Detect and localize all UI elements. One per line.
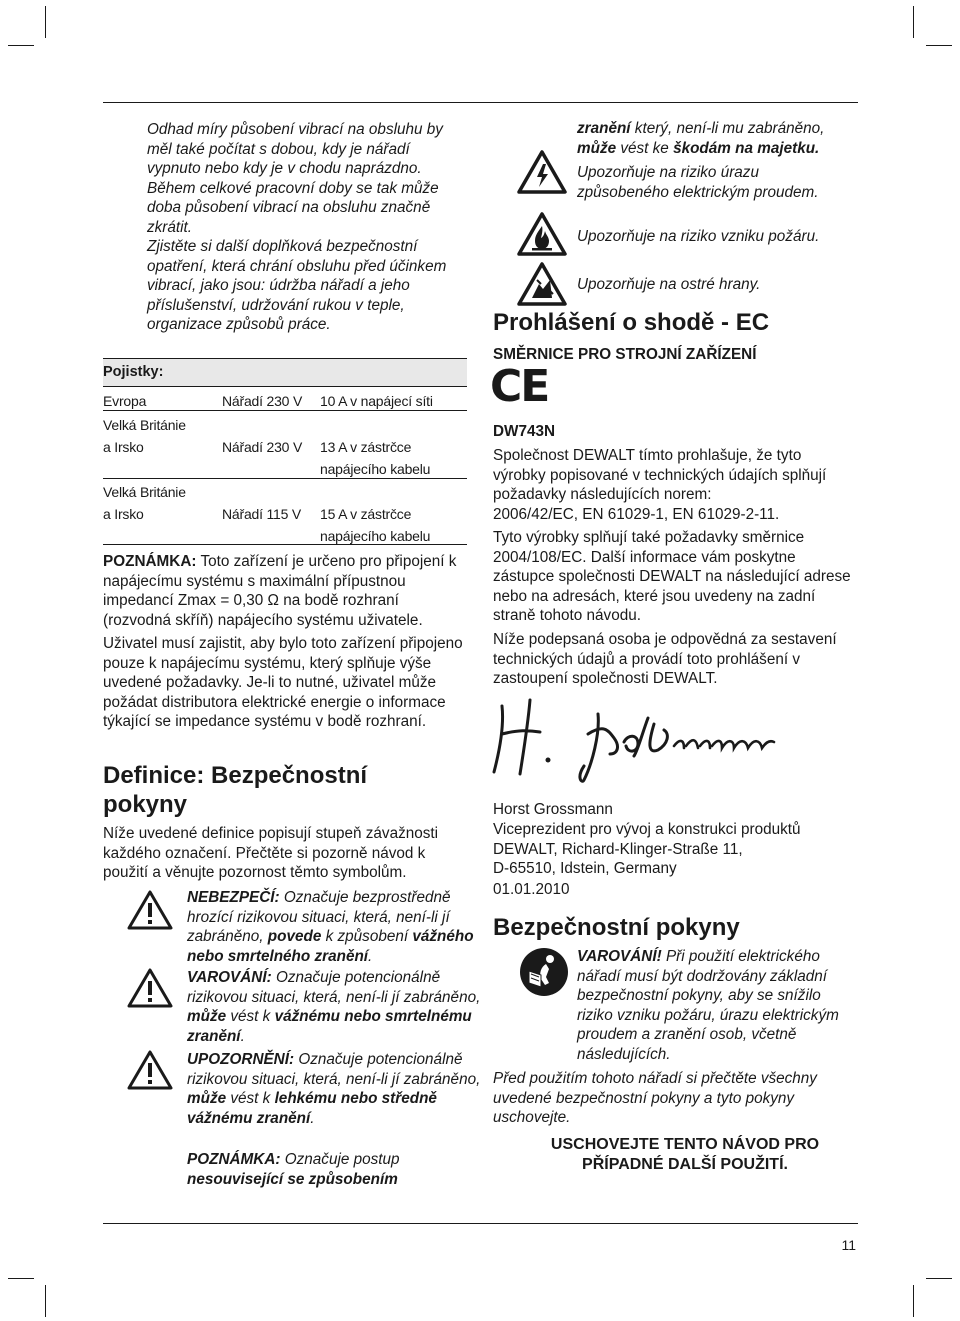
caution-bold: může: [187, 1090, 227, 1108]
warning-definition: [103, 968, 483, 1046]
warning-text: Označuje potencionálně rizikovou situaci, která, není-li jí zabráněno,: [187, 969, 481, 1006]
caution-text: Označuje potencionálně rizikovou situaci, která, není-li jí zabráněno,: [187, 1051, 481, 1088]
fuse-region: Velká Británie: [103, 417, 186, 433]
keep-instructions-line: PŘÍPADNÉ DALŠÍ POUŽITÍ.: [582, 1156, 788, 1173]
warning-label: VAROVÁNÍ:: [187, 969, 272, 986]
crop-mark: [926, 1278, 952, 1279]
emc-paragraph: Tyto výrobky splňují také požadavky směrnice 2004/108/EC. Další informace vám poskytne zástupce společnosti DEWALT na následující adrese nebo na adresách, které jsou uvedeny na zadní straně tohoto návodu.: [493, 529, 851, 625]
vibration-paragraph-1: Odhad míry působení vibrací na obsluhu by měl také počítat s dobou, kdy je nářadí vypnuto nebo kdy je v chodu naprázdno. Během celkové pracovní doby se tak může doba působení vibrací na obsluhu značně zkrátit.: [147, 121, 443, 236]
fuse-region: a Irsko: [103, 439, 144, 455]
sharp-edges-icon: [517, 262, 567, 306]
fire-hazard-text: Upozorňuje na riziko vzniku požáru.: [577, 228, 820, 245]
fuse-rating: 13 A v zástrčce: [320, 439, 412, 455]
electric-shock-icon: [517, 150, 567, 194]
fuse-rating: 10 A v napájecí síti: [320, 393, 433, 409]
declaration-date: 01.01.2010: [493, 881, 570, 898]
property-damage-continuation: [577, 119, 867, 158]
vibration-paragraph-2: Zjistěte si další doplňková bezpečnostní opatření, která chrání obsluhu před účinkem vibrací, jako jsou: údržba nářadí a jeho příslušenství, udržování rukou v teple, organizace způsobů práce.: [147, 238, 447, 334]
caution-bold: lehkému nebo středně vážnému zranění: [187, 1090, 437, 1127]
continuation-text: vést ke: [616, 139, 674, 157]
ec-declaration-heading: Prohlášení o shodě - EC: [493, 309, 770, 336]
fuse-region: Velká Británie: [103, 484, 186, 500]
warning-paragraph: [577, 947, 852, 1065]
table-rule: [103, 410, 467, 411]
fuse-tool: Nářadí 230 V: [222, 439, 303, 455]
read-manual-icon: [519, 947, 569, 997]
fuse-tool: Nářadí 115 V: [222, 506, 302, 522]
continuation-bold: škodám na majetku.: [673, 139, 820, 157]
keep-instructions-line: USCHOVEJTE TENTO NÁVOD PRO: [550, 1136, 820, 1153]
danger-label: NEBEZPEČÍ:: [187, 889, 280, 906]
fire-hazard-icon: [517, 212, 567, 256]
read-instructions-paragraph: Před použitím tohoto nářadí si přečtěte všechny uvedené bezpečnostní pokyny a tyto pokyny uschovejte.: [493, 1070, 817, 1127]
caution-label: UPOZORNĚNÍ:: [187, 1051, 295, 1068]
crop-mark: [45, 6, 46, 38]
caution-definition: [103, 1050, 483, 1128]
continuation-bold: zranění: [577, 120, 631, 137]
safety-heading: Bezpečnostní pokyny: [493, 914, 740, 941]
notice-label: POZNÁMKA:: [187, 1151, 281, 1168]
sharp-edges-text: Upozorňuje na ostré hrany.: [577, 276, 761, 293]
fuse-rating: napájecího kabelu: [320, 461, 431, 477]
fuse-region: Evropa: [103, 393, 147, 409]
signature: [488, 694, 788, 784]
fuse-rating: napájecího kabelu: [320, 528, 431, 544]
keep-instructions-notice: [493, 1135, 877, 1175]
warning-bold: může: [187, 1008, 227, 1026]
warning-bold: vážnému nebo smrtelnému zranění: [187, 1008, 472, 1045]
declaration-paragraph: Společnost DEWALT tímto prohlašuje, že tyto výrobky popisované v technických údajích splňují požadavky následujících norem:: [493, 447, 827, 504]
definitions-heading-line: pokyny: [103, 791, 188, 818]
definitions-intro: Níže uvedené definice popisují stupeň závažnosti každého označení. Přečtěte si pozorně návod k použití a věnujte pozornost těmto symbolům.: [103, 825, 439, 882]
caution-text: .: [310, 1109, 315, 1127]
danger-bold: vážného nebo smrtelného zranění: [187, 928, 474, 965]
model-number: DW743N: [493, 423, 556, 440]
fuse-tool: Nářadí 230 V: [222, 393, 303, 409]
note-text: Toto zařízení je určeno pro připojení k napájecímu systému s maximální přípustnou impedancí Zmax = 0,30 Ω na bodě rozhraní (rozvodná skříň) napájecího systému uživatele.: [103, 553, 457, 629]
fuses-title: Pojistky:: [103, 364, 164, 380]
ce-mark: CE: [490, 361, 549, 412]
electric-shock-text: Upozorňuje na riziko úrazu způsobeného elektrickým proudem.: [577, 164, 819, 201]
danger-text: Označuje bezprostředně hrozící rizikovou situaci, která, není-li jí zabráněno,: [187, 889, 451, 946]
signature-text: H. Grossmann: [488, 694, 495, 695]
standards-list: 2006/42/EC, EN 61029-1, EN 61029-2-11.: [493, 506, 780, 523]
crop-mark: [8, 1278, 34, 1279]
definitions-heading-line: Definice: Bezpečnostní: [103, 762, 368, 789]
crop-mark: [8, 45, 34, 46]
address-line: D-65510, Idstein, Germany: [493, 860, 677, 877]
note-label: POZNÁMKA:: [103, 553, 197, 570]
danger-text: k způsobení: [321, 928, 413, 946]
danger-definition: [103, 888, 483, 966]
signer-title: Viceprezident pro vývoj a konstrukci produktů: [493, 821, 801, 838]
notice-bold: nesouvisející se způsobením: [187, 1170, 398, 1188]
crop-mark: [913, 6, 914, 38]
table-rule: [103, 544, 467, 545]
page-number: 11: [841, 1237, 856, 1253]
notice-definition: [103, 1150, 483, 1189]
continuation-text: který, není-li mu zabráněno,: [630, 120, 825, 137]
notice-text: Označuje postup: [280, 1151, 400, 1168]
fuse-region: a Irsko: [103, 506, 144, 522]
header-rule: [103, 102, 858, 103]
note-paragraph: [103, 552, 469, 630]
signer-name: Horst Grossmann: [493, 801, 613, 818]
warning-label: VAROVÁNÍ!: [577, 948, 662, 965]
address-line: DEWALT, Richard-Klinger-Straße 11,: [493, 841, 743, 858]
danger-text: .: [368, 947, 373, 965]
footer-rule: [103, 1223, 858, 1224]
crop-mark: [926, 45, 952, 46]
fuse-rating: 15 A v zástrčce: [320, 506, 412, 522]
warning-text: .: [240, 1027, 245, 1045]
continuation-bold: může: [577, 139, 617, 157]
danger-bold: povede: [267, 928, 322, 946]
caution-text: vést k: [226, 1090, 275, 1108]
user-paragraph: Uživatel musí zajistit, aby bylo toto zařízení připojeno pouze k napájecímu systému, který splňuje výše uvedené požadavky. Je-li to nutné, uživatel může požádat distributora elektrické energie o informace týkající se impedance systému v bodě rozhraní.: [103, 635, 463, 731]
warning-text: Při použití elektrického nářadí musí být dodržovány základní bezpečnostní pokyny, aby se snížilo riziko vzniku požáru, úrazu elektrickým proudem a zranění osob, včetně následujících.: [577, 948, 839, 1063]
crop-mark: [913, 1285, 914, 1317]
directive-heading: SMĚRNICE PRO STROJNÍ ZAŘÍZENÍ: [493, 346, 757, 363]
warning-text: vést k: [226, 1008, 275, 1026]
table-rule: [103, 478, 467, 479]
signer-paragraph: Níže podepsaná osoba je odpovědná za sestavení technických údajů a provádí toto prohlášení v zastoupení společnosti DEWALT.: [493, 631, 837, 688]
definitions-heading: [103, 761, 483, 819]
crop-mark: [45, 1285, 46, 1317]
